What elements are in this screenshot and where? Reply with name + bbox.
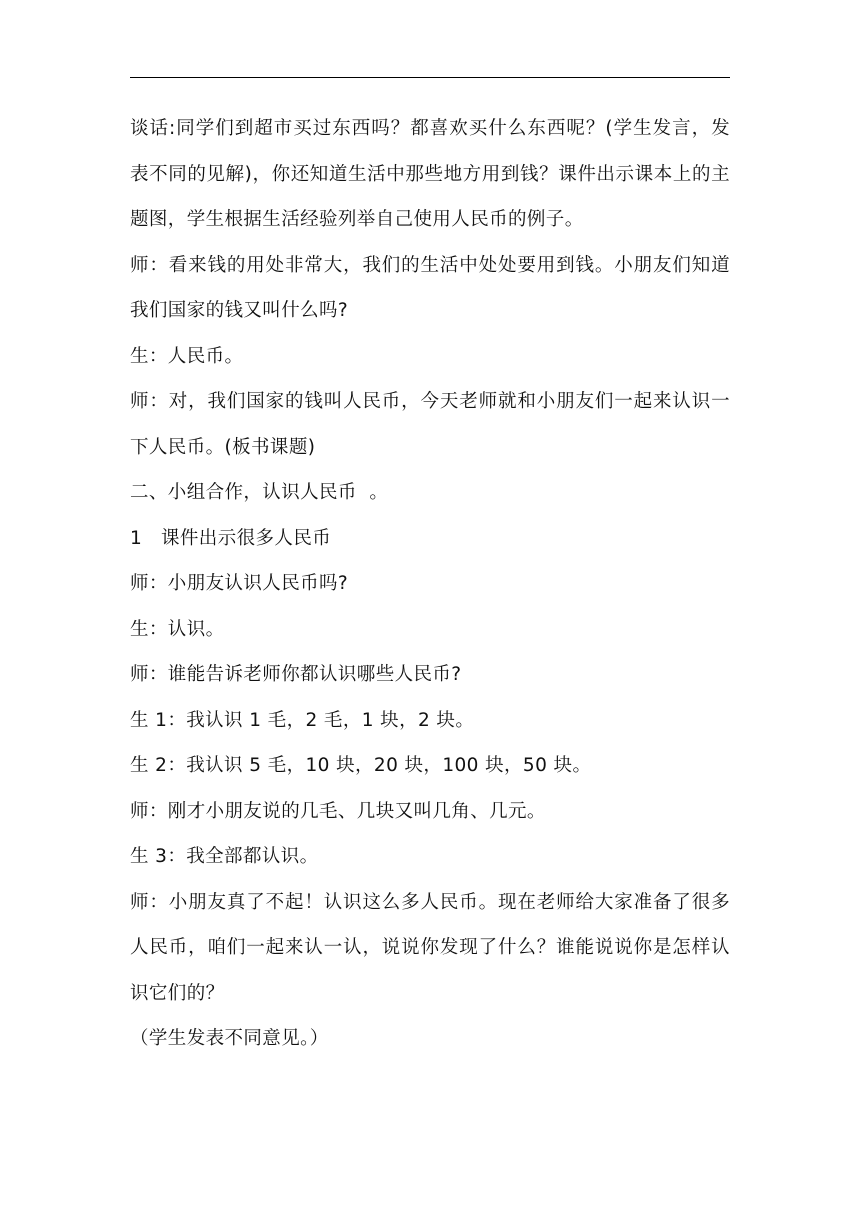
paragraph-student-2: 生 2：我认识 5 毛，10 块，20 块，100 块，50 块。 [130, 755, 592, 776]
document-body [130, 106, 730, 1062]
paragraph-teacher-question: 师：小朋友认识人民币吗? [130, 573, 349, 594]
paragraph-teacher-praise: 师：小朋友真了不起！认识这么多人民币。现在老师给大家准备了很多人民币，咱们一起来认一认，说说你发现了什么？谁能说说你是怎样认识它们的？ [130, 891, 730, 1004]
paragraph-student-3: 生 3：我全部都认识。 [130, 846, 319, 867]
paragraph-teacher-topic: 师：对，我们国家的钱叫人民币，今天老师就和小朋友们一起来认识一下人民币。(板书课题) [130, 391, 730, 458]
paragraph-intro-talk: 谈话:同学们到超市买过东西吗？都喜欢买什么东西呢？(学生发言，发表不同的见解)，你还知道生活中那些地方用到钱？课件出示课本上的主题图，学生根据生活经验列举自己使用人民币的例子。 [130, 118, 730, 230]
paragraph-teacher-money-use: 师：看来钱的用处非常大，我们的生活中处处要用到钱。小朋友们知道我们国家的钱又叫什么吗? [130, 254, 730, 321]
paragraph-students-opinions: （学生发表不同意见。） [130, 1028, 329, 1049]
paragraph-teacher-units: 师：刚才小朋友说的几毛、几块又叫几角、几元。 [130, 800, 546, 822]
paragraph-student-1: 生 1：我认识 1 毛，2 毛，1 块，2 块。 [130, 709, 475, 731]
step-1-courseware: 1 课件出示很多人民币 [130, 527, 332, 549]
paragraph-student-answer: 生：认识。 [130, 618, 225, 640]
paragraph-student-rmb: 生：人民币。 [130, 345, 244, 367]
header-rule [130, 77, 730, 78]
paragraph-teacher-which: 师：谁能告诉老师你都认识哪些人民币? [130, 664, 462, 685]
section-heading-group-work: 二、小组合作，认识人民币 。 [130, 482, 389, 503]
